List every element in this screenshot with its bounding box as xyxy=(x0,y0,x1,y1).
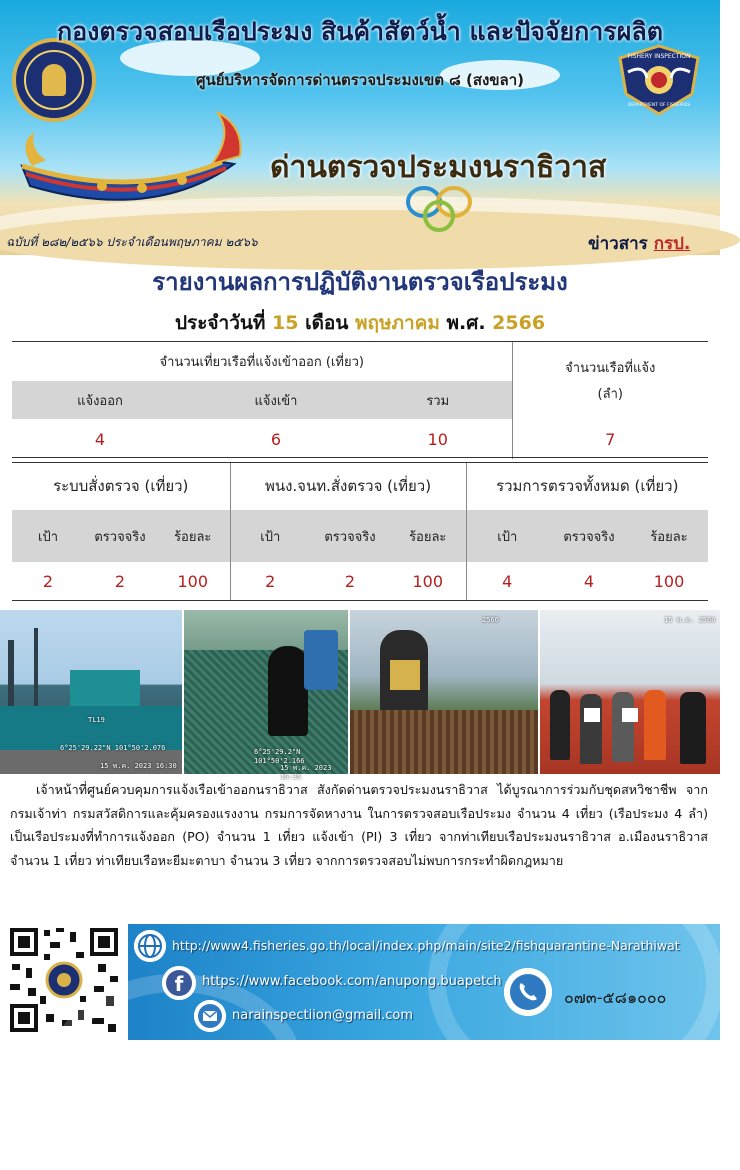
value-notify-in: 6 xyxy=(270,429,282,449)
boats-header: จำนวนเรือที่แจ้ง (ลำ) xyxy=(565,361,656,402)
svg-text:DEPARTMENT OF FISHERIES: DEPARTMENT OF FISHERIES xyxy=(627,103,691,108)
col-notify-out: แจ้งออก xyxy=(77,393,123,409)
table-rule xyxy=(12,341,708,342)
phone-icon xyxy=(504,968,552,1016)
value-target: 2 xyxy=(42,571,54,591)
agency-title: กองตรวจสอบเรือประมง สินค้าสัตว์น้ำ และปัจจัยการผลิต xyxy=(57,17,663,46)
report-description: เจ้าหน้าที่ศูนย์ควบคุมการแจ้งเรือเข้าออกนราธิวาส สังกัดด่านตรวจประมงนราธิวาส ได้บูรณาการร่วมกับชุดสหวิชาชีพ จากกรมเจ้าท่า กรมสวัสดิการและคุ้มครองแรงงาน กรมการจัดหางาน ในการตรวจสอบเรือประมง จำนวน 4 เที่ยว (เรือประมง 4 ลำ) เป็นเรือประมงที่ทำการแจ้งออก (PO) จำนวน 1 เที่ยว แจ้งเข้า (PI) 3 เที่ยว จากท่าเทียบเรือประมงนราธิวาส อ.เมืองนราธิวาส จำนวน 1 เที่ยว ท่าเทียบเรือหะยีมะตาบา จำนวน 3 เที่ยว จากการตรวจสอบไม่พบการกระทำผิดกฎหมาย xyxy=(10,782,708,868)
report-date: ประจำวันที่ 15 เดือน พฤษภาคม พ.ศ. 2566 xyxy=(174,312,546,334)
boat-photo: TL19 6°25'29.22"N 101°50'2.076 15 พ.ค. 2023 16:30 xyxy=(0,610,182,774)
total-inspection-header: รวมการตรวจทั้งหมด (เที่ยว) xyxy=(496,477,679,495)
website-link[interactable]: http://www4.fisheries.go.th/local/index.php/main/site2/fishquarantine-Narathiwat xyxy=(172,938,680,953)
decorative-swirl xyxy=(48,974,304,1170)
value-notify-out: 4 xyxy=(94,429,106,449)
inspection-table xyxy=(12,462,708,600)
inspection-trap-photo: 2566 xyxy=(350,610,538,774)
table-rule xyxy=(12,457,708,458)
table-rule xyxy=(12,600,708,601)
report-title: รายงานผลการปฏิบัติงานตรวจเรือประมง xyxy=(152,268,568,296)
value-actual: 4 xyxy=(583,571,595,591)
news-label: ข่าวสาร กรป. xyxy=(588,234,691,254)
value-target: 4 xyxy=(502,571,513,591)
value-total: 10 xyxy=(364,419,512,459)
trip-summary-table xyxy=(12,341,708,459)
contact-panel xyxy=(128,924,720,1040)
value-percent: 100 xyxy=(390,562,466,600)
col-target: เป้า xyxy=(260,529,281,545)
col-actual: ตรวจจริง xyxy=(563,529,615,545)
phone-number[interactable]: ๐๗๓-๕๘๑๐๐๐ xyxy=(564,988,667,1007)
globe-icon xyxy=(134,930,166,962)
value-actual: 2 xyxy=(344,571,356,591)
issue-number: ฉบับที่ ๒๘๒/๒๕๖๖ ประจำเดือนพฤษภาคม ๒๕๖๖ xyxy=(6,235,258,249)
facebook-icon xyxy=(162,966,196,1000)
col-percent: ร้อยละ xyxy=(650,529,688,545)
col-actual: ตรวจจริง xyxy=(94,529,146,545)
photo-strip xyxy=(0,610,720,781)
inspection-nets-photo: 6°25'29.2"N 101°50'2.166 15 พ.ค. 2023 16:35 xyxy=(184,610,348,774)
col-target: เป้า xyxy=(38,529,58,545)
trips-header: จำนวนเที่ยวเรือที่แจ้งเข้าออก (เที่ยว) xyxy=(12,341,512,381)
col-notify-in: แจ้งเข้า xyxy=(254,393,298,409)
col-target: เป้า xyxy=(497,529,518,545)
korlae-boat-illustration xyxy=(12,104,262,214)
value-boats: 7 xyxy=(605,429,616,449)
header-banner xyxy=(0,0,720,255)
col-percent: ร้อยละ xyxy=(156,510,230,562)
system-ordered-header: ระบบสั่งตรวจ (เที่ยว) xyxy=(12,462,230,510)
col-actual: ตรวจจริง xyxy=(324,529,376,545)
svg-text:f: f xyxy=(174,972,184,996)
checkpoint-title: ด่านตรวจประมงนราธิวาส xyxy=(270,150,607,185)
facebook-link[interactable]: https://www.facebook.com/anupong.buapetch xyxy=(202,974,502,989)
center-subtitle: ศูนย์บริหารจัดการด่านตรวจประมงเขต ๘ (สงขลา) xyxy=(195,71,525,89)
table-rule xyxy=(12,462,708,463)
team-photo: 15 พ.ค. 2566 xyxy=(540,610,720,774)
officer-ordered-header: พนง.จนท.สั่งตรวจ (เที่ยว) xyxy=(230,462,466,510)
ribbon-emblem-icon xyxy=(400,180,478,236)
email-link[interactable]: narainspectiion@gmail.com xyxy=(232,1008,414,1023)
value-target: 2 xyxy=(265,571,276,591)
value-actual: 2 xyxy=(114,571,126,591)
col-percent: ร้อยละ xyxy=(390,510,466,562)
col-total: รวม xyxy=(364,381,512,419)
email-icon xyxy=(194,1000,226,1032)
value-percent: 100 xyxy=(156,562,230,600)
svg-text:FISHERY INSPECTION: FISHERY INSPECTION xyxy=(627,53,691,60)
value-percent: 100 xyxy=(653,571,685,591)
